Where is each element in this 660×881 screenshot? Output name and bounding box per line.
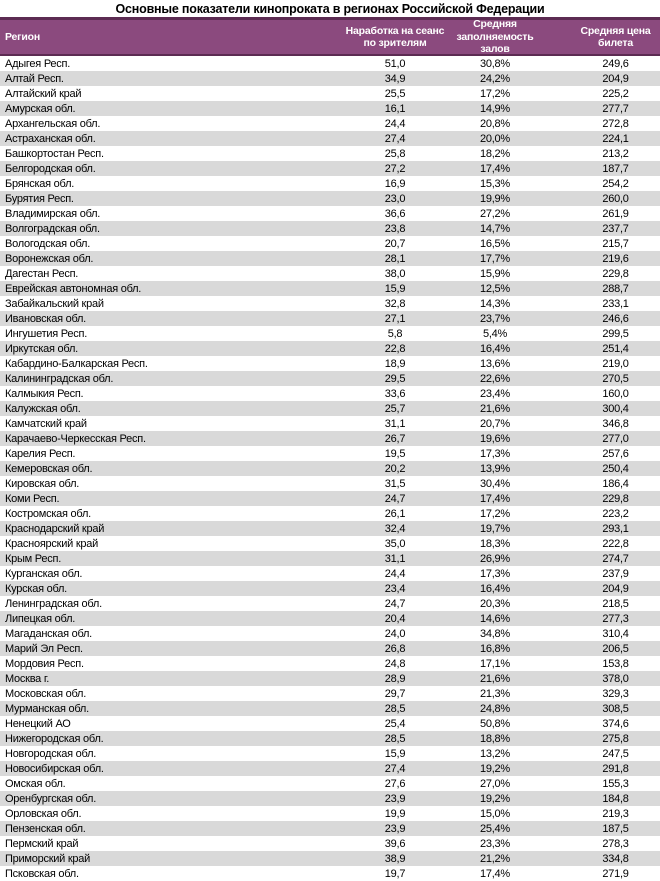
table-row [0, 701, 660, 716]
occupancy-cell: 24,8% [480, 702, 510, 715]
occupancy-cell: 19,9% [480, 192, 510, 205]
occupancy-cell: 18,2% [480, 147, 510, 160]
occupancy-cell: 27,0% [480, 777, 510, 790]
attendance-per-show-cell: 26,8 [384, 642, 406, 655]
region-cell: Карелия Респ. [5, 447, 76, 460]
attendance-per-show-cell: 24,7 [384, 597, 406, 610]
attendance-per-show-cell: 38,0 [384, 267, 406, 280]
occupancy-cell: 17,7% [480, 252, 510, 265]
attendance-per-show-cell: 19,7 [384, 867, 406, 880]
attendance-per-show-cell: 32,4 [384, 522, 406, 535]
table-row [0, 416, 660, 431]
table-row [0, 671, 660, 686]
attendance-per-show-cell: 24,4 [384, 117, 406, 130]
table-row [0, 371, 660, 386]
ticket-price-cell: 187,7 [602, 162, 629, 175]
table-row [0, 866, 660, 881]
attendance-per-show-cell: 35,0 [384, 537, 406, 550]
attendance-per-show-cell: 28,9 [384, 672, 406, 685]
attendance-per-show-cell: 26,7 [384, 432, 406, 445]
occupancy-cell: 21,6% [480, 402, 510, 415]
attendance-per-show-cell: 38,9 [384, 852, 406, 865]
occupancy-cell: 12,5% [480, 282, 510, 295]
ticket-price-cell: 219,3 [602, 807, 629, 820]
occupancy-cell: 13,9% [480, 462, 510, 475]
region-cell: Амурская обл. [5, 102, 76, 115]
attendance-per-show-cell: 28,1 [384, 252, 406, 265]
attendance-per-show-cell: 15,9 [384, 282, 406, 295]
page-title: Основные показатели кинопроката в регионах Российской Федерации [115, 2, 545, 16]
attendance-per-show-cell: 22,8 [384, 342, 406, 355]
region-cell: Башкортостан Респ. [5, 147, 104, 160]
table-row [0, 536, 660, 551]
occupancy-cell: 19,6% [480, 432, 510, 445]
attendance-per-show-cell: 19,5 [384, 447, 406, 460]
ticket-price-cell: 204,9 [602, 72, 629, 85]
table-row [0, 656, 660, 671]
region-cell: Белгородская обл. [5, 162, 96, 175]
table-row [0, 446, 660, 461]
ticket-price-cell: 219,0 [602, 357, 629, 370]
table-row [0, 311, 660, 326]
table-row [0, 791, 660, 806]
region-cell: Вологодская обл. [5, 237, 91, 250]
region-cell: Липецкая обл. [5, 612, 76, 625]
table-row [0, 596, 660, 611]
region-cell: Воронежская обл. [5, 252, 94, 265]
ticket-price-cell: 346,8 [602, 417, 629, 430]
region-cell: Брянская обл. [5, 177, 75, 190]
ticket-price-cell: 184,8 [602, 792, 629, 805]
attendance-per-show-cell: 28,5 [384, 702, 406, 715]
ticket-price-cell: 378,0 [602, 672, 629, 685]
occupancy-cell: 16,4% [480, 342, 510, 355]
table-row [0, 686, 660, 701]
table-row [0, 221, 660, 236]
ticket-price-cell: 271,9 [602, 867, 629, 880]
table-row [0, 761, 660, 776]
ticket-price-cell: 229,8 [602, 267, 629, 280]
region-cell: Пермский край [5, 837, 79, 850]
ticket-price-cell: 291,8 [602, 762, 629, 775]
attendance-per-show-cell: 28,5 [384, 732, 406, 745]
occupancy-cell: 17,2% [480, 87, 510, 100]
region-cell: Астраханская обл. [5, 132, 96, 145]
occupancy-cell: 15,3% [480, 177, 510, 190]
table-row [0, 326, 660, 341]
table-row [0, 161, 660, 176]
attendance-per-show-cell: 33,6 [384, 387, 406, 400]
ticket-price-cell: 215,7 [602, 237, 629, 250]
occupancy-cell: 17,4% [480, 867, 510, 880]
region-cell: Оренбургская обл. [5, 792, 97, 805]
ticket-price-cell: 246,6 [602, 312, 629, 325]
ticket-price-cell: 334,8 [602, 852, 629, 865]
table-row [0, 806, 660, 821]
attendance-per-show-cell: 34,9 [384, 72, 406, 85]
occupancy-cell: 15,0% [480, 807, 510, 820]
occupancy-cell: 17,4% [480, 492, 510, 505]
table-row [0, 461, 660, 476]
ticket-price-cell: 218,5 [602, 597, 629, 610]
table-row [0, 101, 660, 116]
table-header-row [0, 17, 660, 56]
attendance-per-show-cell: 31,1 [384, 417, 406, 430]
ticket-price-cell: 251,4 [602, 342, 629, 355]
table-row [0, 71, 660, 86]
occupancy-cell: 30,8% [480, 57, 510, 70]
occupancy-cell: 23,3% [480, 837, 510, 850]
occupancy-cell: 19,2% [480, 792, 510, 805]
occupancy-cell: 25,4% [480, 822, 510, 835]
occupancy-cell: 14,9% [480, 102, 510, 115]
table-row [0, 521, 660, 536]
region-cell: Красноярский край [5, 537, 99, 550]
attendance-per-show-cell: 15,9 [384, 747, 406, 760]
attendance-per-show-cell: 23,8 [384, 222, 406, 235]
ticket-price-cell: 277,0 [602, 432, 629, 445]
occupancy-cell: 18,3% [480, 537, 510, 550]
region-cell: Дагестан Респ. [5, 267, 79, 280]
attendance-per-show-cell: 26,1 [384, 507, 406, 520]
occupancy-cell: 15,9% [480, 267, 510, 280]
occupancy-cell: 16,5% [480, 237, 510, 250]
region-cell: Магаданская обл. [5, 627, 92, 640]
attendance-per-show-cell: 20,7 [384, 237, 406, 250]
ticket-price-cell: 247,5 [602, 747, 629, 760]
table-row [0, 386, 660, 401]
table-row [0, 356, 660, 371]
region-cell: Бурятия Респ. [5, 192, 74, 205]
region-cell: Кабардино-Балкарская Респ. [5, 357, 148, 370]
attendance-per-show-cell: 18,9 [384, 357, 406, 370]
region-cell: Кировская обл. [5, 477, 80, 490]
table-row [0, 776, 660, 791]
table-row [0, 476, 660, 491]
occupancy-cell: 5,4% [482, 327, 508, 340]
ticket-price-cell: 260,0 [602, 192, 629, 205]
region-cell: Курганская обл. [5, 567, 83, 580]
attendance-per-show-cell: 23,4 [384, 582, 406, 595]
ticket-price-cell: 233,1 [602, 297, 629, 310]
table-row [0, 851, 660, 866]
column-header-average-ticket-price: Средняя цена билета [580, 24, 651, 49]
region-cell: Краснодарский край [5, 522, 105, 535]
attendance-per-show-cell: 24,7 [384, 492, 406, 505]
occupancy-cell: 18,8% [480, 732, 510, 745]
table-row [0, 56, 660, 71]
ticket-price-cell: 274,7 [602, 552, 629, 565]
ticket-price-cell: 254,2 [602, 177, 629, 190]
occupancy-cell: 17,2% [480, 507, 510, 520]
table-row [0, 251, 660, 266]
region-cell: Калмыкия Респ. [5, 387, 84, 400]
ticket-price-cell: 293,1 [602, 522, 629, 535]
ticket-price-cell: 229,8 [602, 492, 629, 505]
region-cell: Волгоградская обл. [5, 222, 100, 235]
attendance-per-show-cell: 16,1 [384, 102, 406, 115]
occupancy-cell: 14,7% [480, 222, 510, 235]
column-header-average-occupancy: Средняя заполняемость залов [456, 20, 534, 54]
region-cell: Костромская обл. [5, 507, 91, 520]
ticket-price-cell: 153,8 [602, 657, 629, 670]
attendance-per-show-cell: 51,0 [384, 57, 406, 70]
ticket-price-cell: 160,0 [602, 387, 629, 400]
occupancy-cell: 21,3% [480, 687, 510, 700]
ticket-price-cell: 308,5 [602, 702, 629, 715]
ticket-price-cell: 261,9 [602, 207, 629, 220]
ticket-price-cell: 155,3 [602, 777, 629, 790]
region-cell: Карачаево-Черкесская Респ. [5, 432, 146, 445]
table-row [0, 641, 660, 656]
column-header-region: Регион [5, 30, 40, 43]
attendance-per-show-cell: 27,4 [384, 762, 406, 775]
region-cell: Кемеровская обл. [5, 462, 93, 475]
region-cell: Калининградская обл. [5, 372, 114, 385]
occupancy-cell: 21,6% [480, 672, 510, 685]
ticket-price-cell: 300,4 [602, 402, 629, 415]
attendance-per-show-cell: 29,7 [384, 687, 406, 700]
occupancy-cell: 22,6% [480, 372, 510, 385]
table-row [0, 551, 660, 566]
attendance-per-show-cell: 16,9 [384, 177, 406, 190]
table-row [0, 731, 660, 746]
attendance-per-show-cell: 32,8 [384, 297, 406, 310]
ticket-price-cell: 186,4 [602, 477, 629, 490]
table-row [0, 281, 660, 296]
occupancy-cell: 26,9% [480, 552, 510, 565]
ticket-price-cell: 275,8 [602, 732, 629, 745]
ticket-price-cell: 310,4 [602, 627, 629, 640]
ticket-price-cell: 187,5 [602, 822, 629, 835]
region-cell: Марий Эл Респ. [5, 642, 83, 655]
attendance-per-show-cell: 36,6 [384, 207, 406, 220]
region-cell: Омская обл. [5, 777, 66, 790]
region-cell: Камчатский край [5, 417, 87, 430]
table-row [0, 266, 660, 281]
region-cell: Алтай Респ. [5, 72, 64, 85]
ticket-price-cell: 213,2 [602, 147, 629, 160]
table-row [0, 146, 660, 161]
attendance-per-show-cell: 20,2 [384, 462, 406, 475]
ticket-price-cell: 272,8 [602, 117, 629, 130]
region-cell: Мордовия Респ. [5, 657, 84, 670]
attendance-per-show-cell: 31,1 [384, 552, 406, 565]
table-row [0, 206, 660, 221]
occupancy-cell: 27,2% [480, 207, 510, 220]
table-row [0, 611, 660, 626]
ticket-price-cell: 237,9 [602, 567, 629, 580]
region-cell: Москва г. [5, 672, 50, 685]
ticket-price-cell: 329,3 [602, 687, 629, 700]
table-row [0, 86, 660, 101]
region-cell: Орловская обл. [5, 807, 82, 820]
attendance-per-show-cell: 5,8 [387, 327, 403, 340]
ticket-price-cell: 288,7 [602, 282, 629, 295]
occupancy-cell: 17,1% [480, 657, 510, 670]
region-cell: Иркутская обл. [5, 342, 78, 355]
table-row [0, 626, 660, 641]
ticket-price-cell: 299,5 [602, 327, 629, 340]
occupancy-cell: 20,8% [480, 117, 510, 130]
occupancy-cell: 50,8% [480, 717, 510, 730]
region-cell: Ингушетия Респ. [5, 327, 87, 340]
table-row [0, 491, 660, 506]
ticket-price-cell: 249,6 [602, 57, 629, 70]
attendance-per-show-cell: 29,5 [384, 372, 406, 385]
region-cell: Пензенская обл. [5, 822, 86, 835]
ticket-price-cell: 257,6 [602, 447, 629, 460]
attendance-per-show-cell: 23,9 [384, 822, 406, 835]
occupancy-cell: 16,4% [480, 582, 510, 595]
region-cell: Калужская обл. [5, 402, 81, 415]
ticket-price-cell: 277,7 [602, 102, 629, 115]
table-body [0, 56, 660, 881]
region-cell: Крым Респ. [5, 552, 62, 565]
occupancy-cell: 14,3% [480, 297, 510, 310]
region-cell: Ненецкий АО [5, 717, 71, 730]
region-cell: Ивановская обл. [5, 312, 86, 325]
table-row [0, 581, 660, 596]
occupancy-cell: 23,4% [480, 387, 510, 400]
region-cell: Архангельская обл. [5, 117, 101, 130]
table-row [0, 191, 660, 206]
table-row [0, 401, 660, 416]
table-row [0, 746, 660, 761]
region-cell: Адыгея Респ. [5, 57, 71, 70]
region-cell: Забайкальский край [5, 297, 104, 310]
region-cell: Московская обл. [5, 687, 87, 700]
occupancy-cell: 24,2% [480, 72, 510, 85]
attendance-per-show-cell: 27,1 [384, 312, 406, 325]
attendance-per-show-cell: 25,4 [384, 717, 406, 730]
table-row [0, 566, 660, 581]
table-row [0, 116, 660, 131]
attendance-per-show-cell: 24,4 [384, 567, 406, 580]
region-cell: Еврейская автономная обл. [5, 282, 142, 295]
region-cell: Мурманская обл. [5, 702, 89, 715]
occupancy-cell: 21,2% [480, 852, 510, 865]
region-cell: Приморский край [5, 852, 91, 865]
attendance-per-show-cell: 19,9 [384, 807, 406, 820]
occupancy-cell: 17,3% [480, 447, 510, 460]
occupancy-cell: 20,3% [480, 597, 510, 610]
attendance-per-show-cell: 27,6 [384, 777, 406, 790]
occupancy-cell: 16,8% [480, 642, 510, 655]
table-row [0, 296, 660, 311]
occupancy-cell: 13,6% [480, 357, 510, 370]
attendance-per-show-cell: 31,5 [384, 477, 406, 490]
ticket-price-cell: 206,5 [602, 642, 629, 655]
attendance-per-show-cell: 39,6 [384, 837, 406, 850]
column-header-attendance-per-show: Наработка на сеанс по зрителям [345, 24, 445, 49]
ticket-price-cell: 270,5 [602, 372, 629, 385]
ticket-price-cell: 277,3 [602, 612, 629, 625]
table-row [0, 506, 660, 521]
ticket-price-cell: 237,7 [602, 222, 629, 235]
table-row [0, 341, 660, 356]
occupancy-cell: 20,7% [480, 417, 510, 430]
ticket-price-cell: 225,2 [602, 87, 629, 100]
ticket-price-cell: 278,3 [602, 837, 629, 850]
region-cell: Нижегородская обл. [5, 732, 104, 745]
occupancy-cell: 13,2% [480, 747, 510, 760]
region-cell: Новгородская обл. [5, 747, 97, 760]
occupancy-cell: 17,4% [480, 162, 510, 175]
occupancy-cell: 17,3% [480, 567, 510, 580]
attendance-per-show-cell: 24,8 [384, 657, 406, 670]
occupancy-cell: 23,7% [480, 312, 510, 325]
table-row [0, 431, 660, 446]
region-cell: Ленинградская обл. [5, 597, 102, 610]
table-row [0, 131, 660, 146]
ticket-price-cell: 219,6 [602, 252, 629, 265]
occupancy-cell: 19,2% [480, 762, 510, 775]
ticket-price-cell: 224,1 [602, 132, 629, 145]
occupancy-cell: 30,4% [480, 477, 510, 490]
attendance-per-show-cell: 25,5 [384, 87, 406, 100]
attendance-per-show-cell: 23,0 [384, 192, 406, 205]
occupancy-cell: 20,0% [480, 132, 510, 145]
table-row [0, 821, 660, 836]
ticket-price-cell: 223,2 [602, 507, 629, 520]
region-cell: Коми Респ. [5, 492, 60, 505]
attendance-per-show-cell: 24,0 [384, 627, 406, 640]
ticket-price-cell: 222,8 [602, 537, 629, 550]
attendance-per-show-cell: 23,9 [384, 792, 406, 805]
table-row [0, 176, 660, 191]
attendance-per-show-cell: 27,4 [384, 132, 406, 145]
occupancy-cell: 14,6% [480, 612, 510, 625]
ticket-price-cell: 204,9 [602, 582, 629, 595]
table-row [0, 836, 660, 851]
region-cell: Новосибирская обл. [5, 762, 104, 775]
region-cell: Курская обл. [5, 582, 67, 595]
region-cell: Алтайский край [5, 87, 82, 100]
ticket-price-cell: 374,6 [602, 717, 629, 730]
occupancy-cell: 34,8% [480, 627, 510, 640]
table-row [0, 236, 660, 251]
attendance-per-show-cell: 25,7 [384, 402, 406, 415]
attendance-per-show-cell: 20,4 [384, 612, 406, 625]
occupancy-cell: 19,7% [480, 522, 510, 535]
region-cell: Владимирская обл. [5, 207, 101, 220]
attendance-per-show-cell: 25,8 [384, 147, 406, 160]
table-row [0, 716, 660, 731]
region-cell: Псковская обл. [5, 867, 79, 880]
ticket-price-cell: 250,4 [602, 462, 629, 475]
attendance-per-show-cell: 27,2 [384, 162, 406, 175]
